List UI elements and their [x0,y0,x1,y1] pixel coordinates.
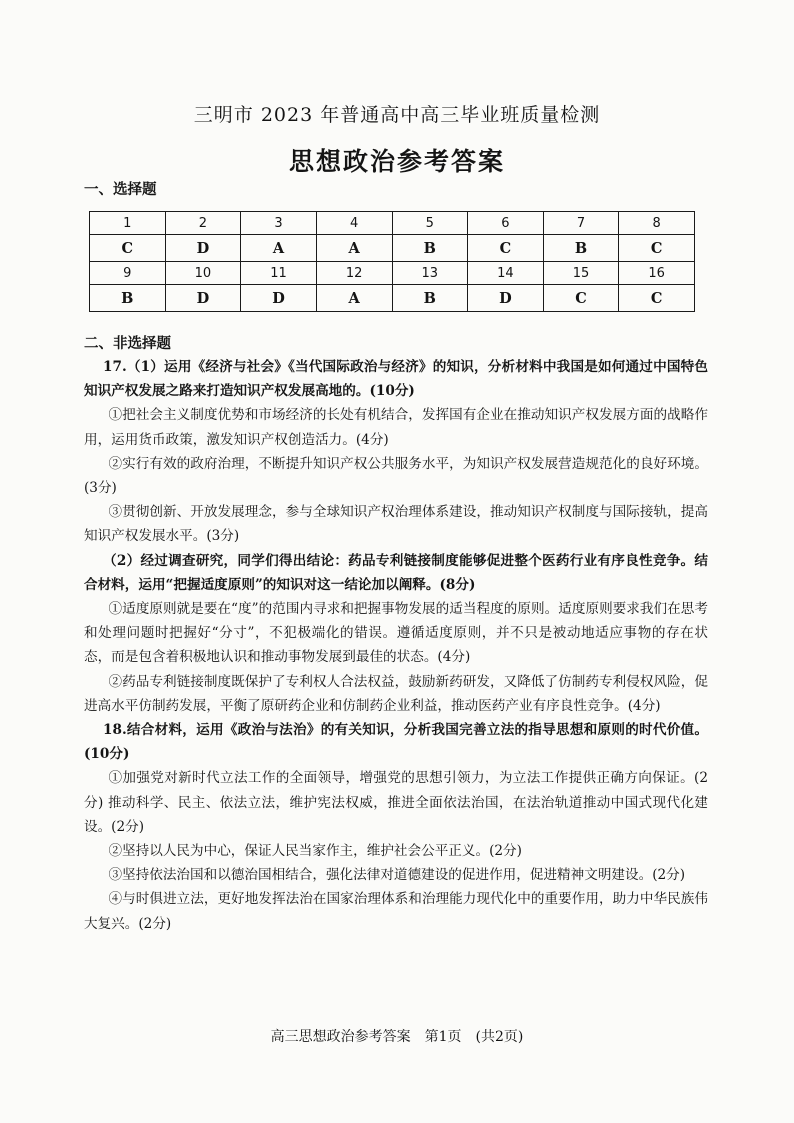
answer-table [89,211,695,312]
answer-point: ④与时俱进立法，更好地发挥法治在国家治理体系和治理能力现代化中的重要作用，助力中华民族伟大复兴。(2分) [84,891,708,932]
question-number: 5 [392,212,468,235]
answer-point: ②实行有效的政府治理，不断提升知识产权公共服务水平，为知识产权发展营造规范化的良好环境。(3分) [84,455,708,497]
question-number: 4 [316,212,392,235]
question-number: 15 [543,262,619,285]
answer-letter: B [392,235,468,262]
answer-point: ③坚持依法治国和以德治国相结合，强化法律对道德建设的促进作用，促进精神文明建设。(2分) [108,867,686,884]
question-number: 1 [90,212,166,235]
question-17-2: （2）经过调查研究，同学们得出结论：药品专利链接制度能够促进整个医药行业有序良性竞争。结合材料，运用“把握适度原则”的知识对这一结论加以阐释。(8分) [84,552,708,593]
question-number: 12 [316,262,392,285]
answer-letter: D [468,285,544,312]
section-heading-nonchoice: 二、非选择题 [84,335,171,352]
question-number: 14 [468,262,544,285]
answers-body [84,355,708,936]
answer-letter: C [619,235,695,262]
document-title: 思想政治参考答案 [288,147,505,176]
question-number: 2 [165,212,241,235]
answer-letter: A [316,285,392,312]
answer-point: ①加强党对新时代立法工作的全面领导，增强党的思想引领力，为立法工作提供正确方向保证。(2分) 推动科学、民主、依法立法，维护宪法权威，推进全面依法治国，在法治轨道推动中国式现代化建设。(2分) [84,770,708,835]
answer-letter: A [316,235,392,262]
answer-point: ②药品专利链接制度既保护了专利权人合法权益，鼓励新药研发，又降低了仿制药专利侵权风险，促进高水平仿制药发展，平衡了原研药企业和仿制药企业利益，推动医药产业有序良性竞争。(4分) [84,673,708,714]
question-number: 6 [468,212,544,235]
question-17-1: 17.（1）运用《经济与社会》《当代国际政治与经济》的知识，分析材料中我国是如何通过中国特色知识产权发展之路来打造知识产权发展高地的。(10分) [84,359,708,400]
answer-letter: C [468,235,544,262]
question-18: 18.结合材料，运用《政治与法治》的有关知识，分析我国完善立法的指导思想和原则的时代价值。(10分) [84,722,708,763]
answer-letter: D [165,285,241,312]
answer-letter: B [90,285,166,312]
section-heading-choice: 一、选择题 [84,181,157,198]
table-row-numbers [90,262,695,285]
answer-letter: B [392,285,468,312]
page-footer: 高三思想政治参考答案 第1页 (共2页) [270,1029,524,1045]
answer-letter: D [241,285,317,312]
table-row-numbers [90,212,695,235]
answer-point: ①把社会主义制度优势和市场经济的长处有机结合，发挥国有企业在推动知识产权发展方面的战略作用，运用货币政策，激发知识产权创造活力。(4分) [84,407,708,448]
question-number: 11 [241,262,317,285]
answer-letter: A [241,235,317,262]
question-number: 3 [241,212,317,235]
question-number: 8 [619,212,695,235]
answer-point: ②坚持以人民为中心，保证人民当家作主，维护社会公平正义。(2分) [108,843,522,860]
question-number: 7 [543,212,619,235]
answer-point: ③贯彻创新、开放发展理念，参与全球知识产权治理体系建设，推动知识产权制度与国际接轨，提高知识产权发展水平。(3分) [84,504,708,545]
table-row-answers [90,285,695,312]
question-number: 10 [165,262,241,285]
answer-point: ①适度原则就是要在“度”的范围内寻求和把握事物发展的适当程度的原则。适度原则要求我们在思考和处理问题时把握好“分寸”，不犯极端化的错误。遵循适度原则，并不只是被动地适应事物的存在状态，而是包含着积极地认识和推动事物发展到最佳的状态。(4分) [84,601,708,666]
answer-letter: C [543,285,619,312]
exam-title: 三明市 2023 年普通高中高三毕业班质量检测 [193,104,601,126]
question-number: 13 [392,262,468,285]
question-number: 9 [90,262,166,285]
answer-letter: D [165,235,241,262]
answer-letter: B [543,235,619,262]
answer-letter: C [619,285,695,312]
question-number: 16 [619,262,695,285]
answer-letter: C [90,235,166,262]
table-row-answers [90,235,695,262]
